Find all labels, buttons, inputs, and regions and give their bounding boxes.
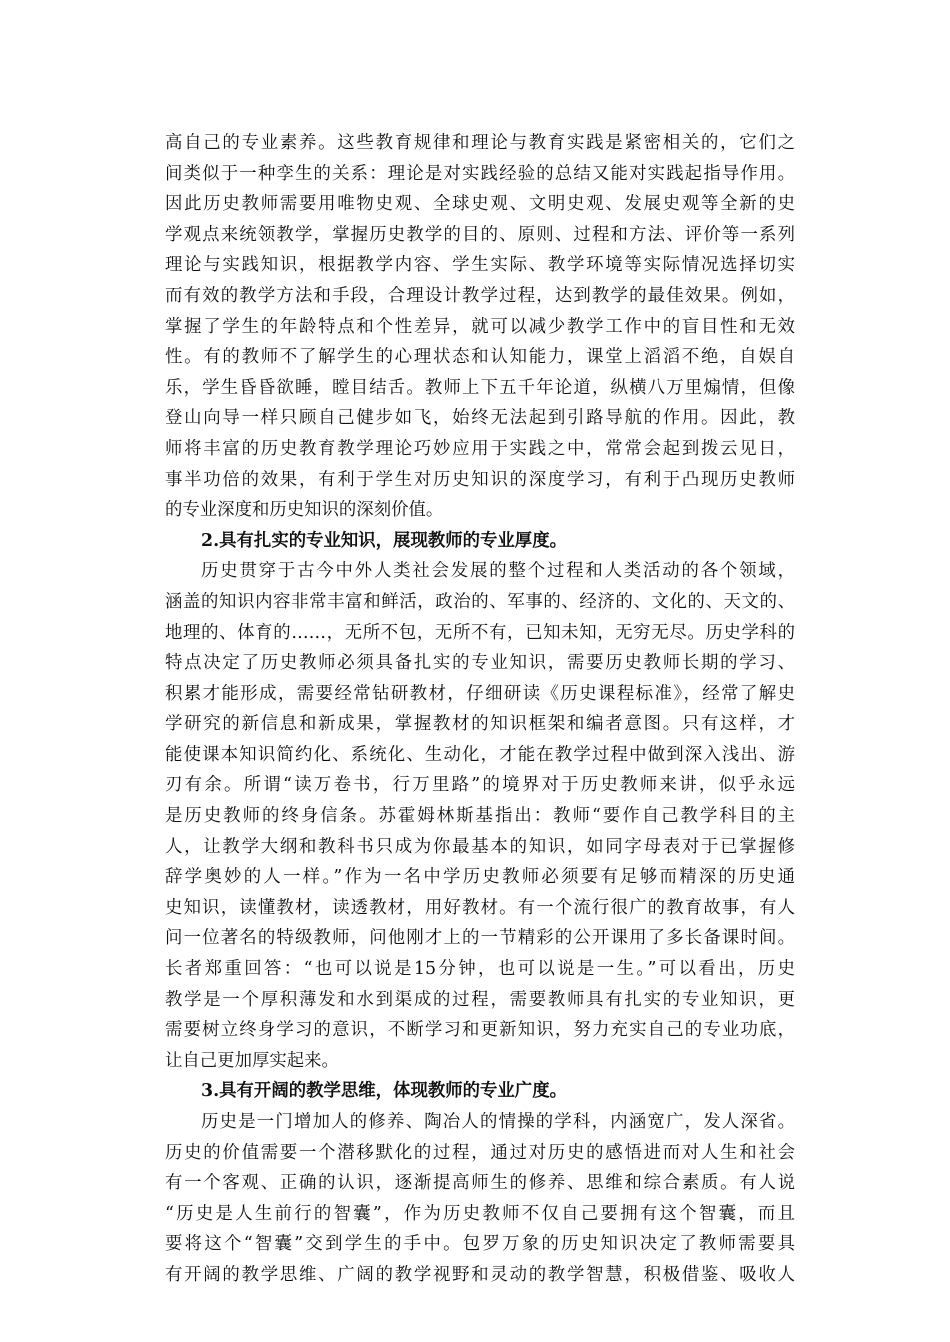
paragraph-line: 让自己更加厚实起来。 <box>165 1050 339 1071</box>
paragraph-line: 高自己的专业素养。这些教育规律和理论与教育实践是紧密相关的，它们之 <box>165 133 795 153</box>
paragraph-line: 能使课本知识简约化、系统化、生动化，才能在教学过程中做到深入浅出、游 <box>165 744 795 765</box>
paragraph-line: 学观点来统领教学，掌握历史教学的目的、原则、过程和方法、评价等一系列 <box>165 224 795 245</box>
paragraph-line: 掌握了学生的年龄特点和个性差异，就可以减少教学工作中的盲目性和无效 <box>165 316 795 337</box>
paragraph-line: 历史是一门增加人的修养、陶冶人的情操的学科，内涵宽广，发人深省。 <box>201 1112 795 1132</box>
paragraph-line: 间类似于一种孪生的关系：理论是对实践经验的总结又能对实践起指导作用。 <box>165 163 795 184</box>
paragraph-line: 教学是一个厚积薄发和水到渠成的过程，需要教师具有扎实的专业知识，更 <box>165 989 795 1010</box>
paragraph-line: 需要树立终身学习的意识，不断学习和更新知识，努力充实自己的专业功底， <box>165 1020 795 1041</box>
paragraph-line: 性。有的教师不了解学生的心理状态和认知能力，课堂上滔滔不绝，自娱自 <box>165 347 795 368</box>
paragraph-line: 要将这个“智囊”交到学生的手中。包罗万象的历史知识决定了教师需要具 <box>165 1234 795 1255</box>
document-body <box>165 128 795 1291</box>
paragraph-line: 事半功倍的效果，有利于学生对历史知识的深度学习，有利于凸现历史教师 <box>165 469 795 490</box>
paragraph-line: 的专业深度和历史知识的深刻价值。 <box>165 500 444 521</box>
paragraph-line: 历史贯穿于古今中外人类社会发展的整个过程和人类活动的各个领域， <box>201 561 795 582</box>
paragraph-line: 史知识，读懂教材，读透教材，用好教材。有一个流行很广的教育故事，有人 <box>165 897 795 918</box>
paragraph-line: 问一位著名的特级教师，问他刚才上的一节精彩的公开课用了多长备课时间。 <box>165 928 795 949</box>
paragraph-line: 有一个客观、正确的认识，逐渐提高师生的修养、思维和综合素质。有人说 <box>165 1173 795 1194</box>
paragraph-line: 涵盖的知识内容非常丰富和鲜活，政治的、军事的、经济的、文化的、天文的、 <box>165 591 795 612</box>
paragraph-line: 刃有余。所谓“读万卷书，行万里路”的境界对于历史教师来讲，似乎永远 <box>165 775 795 796</box>
paragraph-line: 人，让教学大纲和教科书只成为你最基本的知识，如同字母表对于已掌握修 <box>165 836 795 857</box>
paragraph-line: 辞学奥妙的人一样。”作为一名中学历史教师必须要有足够而精深的历史通 <box>165 867 795 888</box>
section-heading: 3.具有开阔的教学思维，体现教师的专业广度。 <box>201 1081 567 1102</box>
paragraph-line: 师将丰富的历史教育教学理论巧妙应用于实践之中，常常会起到拨云见日， <box>165 438 795 459</box>
paragraph-line: 是历史教师的终身信条。苏霍姆林斯基指出：教师“要作自己教学科目的主 <box>165 806 795 827</box>
paragraph-line: 理论与实践知识，根据教学内容、学生实际、教学环境等实际情况选择切实 <box>165 255 795 276</box>
paragraph-line: “历史是人生前行的智囊”，作为历史教师不仅自己要拥有这个智囊，而且 <box>165 1203 795 1224</box>
paragraph-line: 历史的价值需要一个潜移默化的过程，通过对历史的感悟进而对人生和社会 <box>165 1142 795 1163</box>
paragraph-line: 积累才能形成，需要经常钻研教材，仔细研读《历史课程标准》，经常了解史 <box>165 683 795 704</box>
paragraph-line: 有开阔的教学思维、广阔的教学视野和灵动的教学智慧，积极借鉴、吸收人 <box>165 1264 795 1285</box>
section-heading: 2.具有扎实的专业知识，展现教师的专业厚度。 <box>201 530 567 551</box>
paragraph-line: 乐，学生昏昏欲睡，瞠目结舌。教师上下五千年论道，纵横八万里煽情，但像 <box>165 377 795 398</box>
paragraph-line: 学研究的新信息和新成果，掌握教材的知识框架和编者意图。只有这样，才 <box>165 714 795 735</box>
paragraph-line: 特点决定了历史教师必须具备扎实的专业知识，需要历史教师长期的学习、 <box>165 653 795 674</box>
paragraph-line: 地理的、体育的……，无所不包，无所不有，已知未知，无穷无尽。历史学科的 <box>165 622 795 643</box>
paragraph-line: 长者郑重回答：“也可以说是15分钟，也可以说是一生。”可以看出，历史 <box>165 959 795 980</box>
paragraph-line: 登山向导一样只顾自己健步如飞，始终无法起到引路导航的作用。因此，教 <box>165 408 795 429</box>
paragraph-line: 因此历史教师需要用唯物史观、全球史观、文明史观、发展史观等全新的史 <box>165 194 795 215</box>
paragraph-line: 而有效的教学方法和手段，合理设计教学过程，达到教学的最佳效果。例如， <box>165 285 795 306</box>
